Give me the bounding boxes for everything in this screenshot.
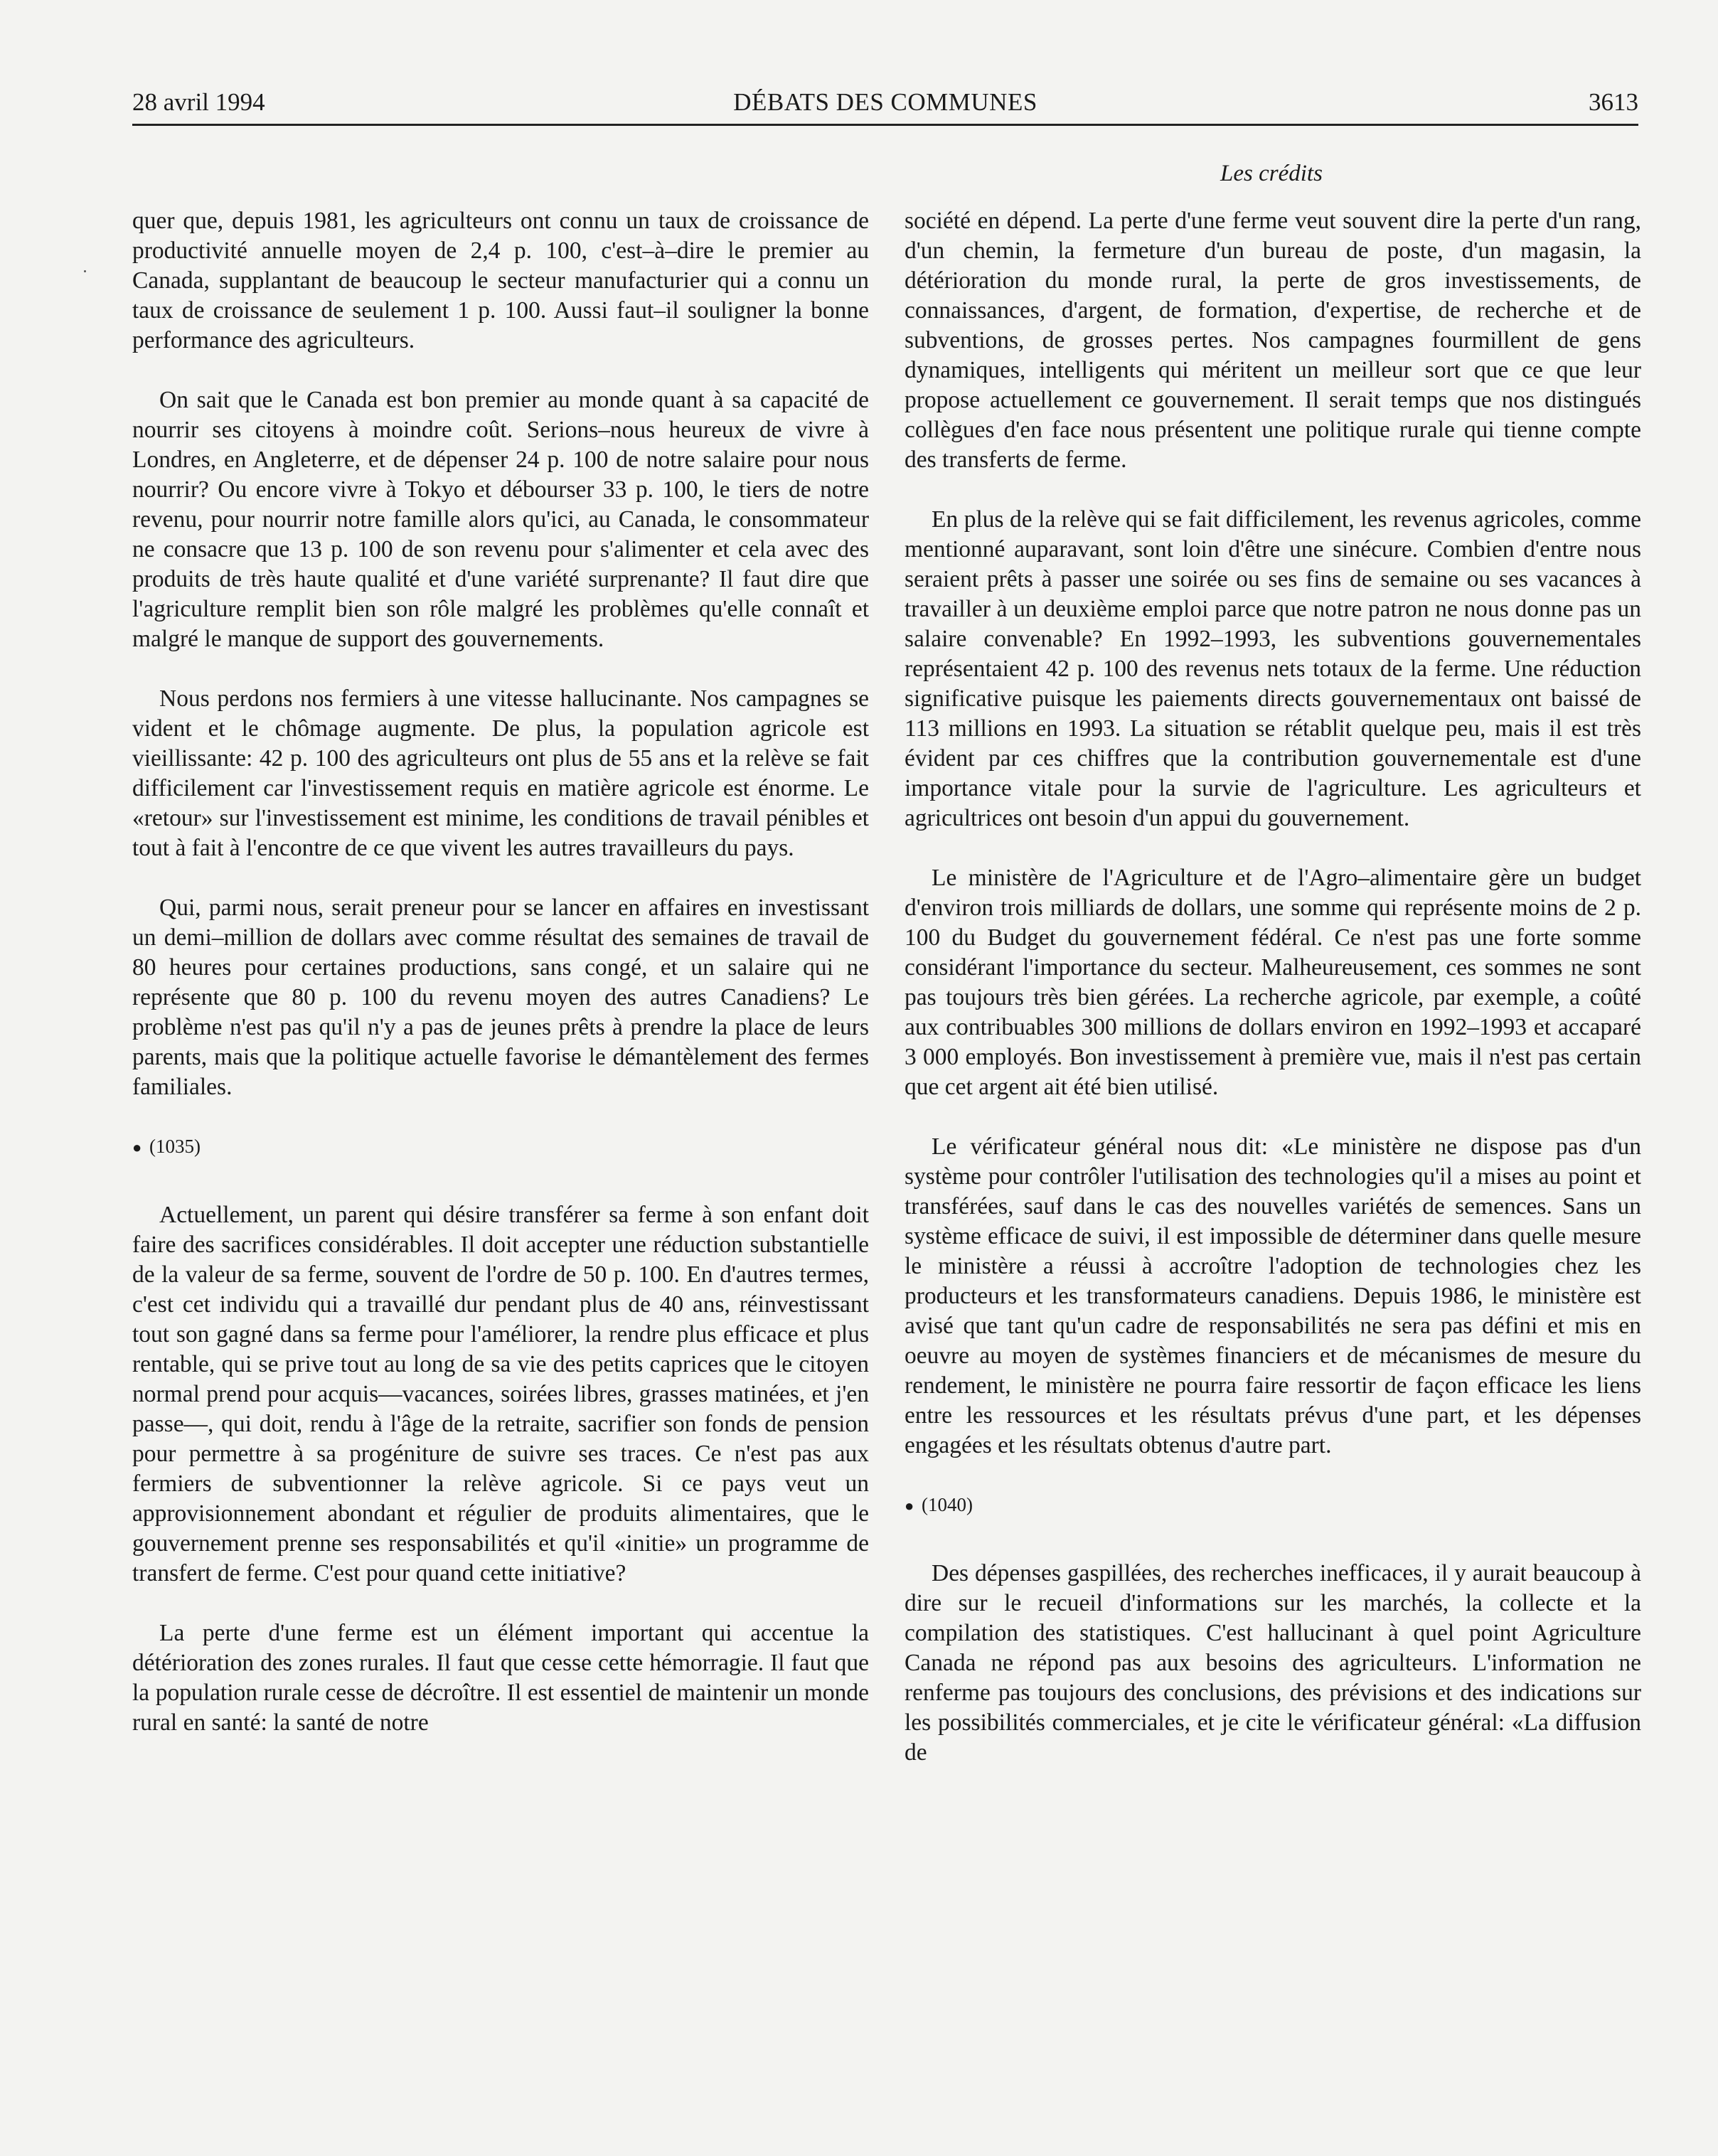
paragraph: Des dépenses gaspillées, des recherches inefficaces, il y aurait beaucoup à dire sur le recueil d'informations sur les marchés, la collecte et la compilation des statistiques. C'est hallucinant à quel point Agriculture Canada ne répond pas aux besoins des agriculteurs. L'information ne renferme pas toujours des conclusions, des prévisions et des indications sur les possibilités commerciales, et je cite le vérificateur général: «La diffusion de xyxy=(905,1560,1641,1766)
time-marker xyxy=(905,1490,1641,1520)
paragraph: quer que, depuis 1981, les agriculteurs ont connu un taux de croissance de productivité annuelle moyen de 2,4 p. 100, c'est–à–dire le premier au Canada, supplantant de beaucoup le secteur manufacturier qui a connu un taux de croissance de seulement 1 p. 100. Aussi faut–il souligner la bonne performance des agriculteurs. xyxy=(132,208,869,353)
bullet-icon: ● xyxy=(905,1497,914,1515)
paragraph: société en dépend. La perte d'une ferme veut souvent dire la perte d'un rang, d'un chemin, la fermeture d'un bureau de poste, d'un magasin, la détérioration du monde rural, la perte de gros investissements, de connaissances, d'argent, de formation, d'expertise, de recherche et de subventions, de grosses pertes. Nos campagnes fourmillent de gens dynamiques, intelligents qui méritent un meilleur sort que ce que leur propose actuellement ce gouvernement. Il serait temps que nos distingués collègues d'en face nous présentent une politique rurale qui tienne compte des transferts de ferme. xyxy=(905,208,1641,473)
scan-speck xyxy=(84,270,86,272)
bullet-icon: ● xyxy=(132,1138,142,1156)
right-column xyxy=(905,206,1641,2027)
paragraph: Nous perdons nos fermiers à une vitesse hallucinante. Nos campagnes se vident et le chômage augmente. De plus, la population agricole est vieillissante: 42 p. 100 des agriculteurs ont plus de 55 ans et la relève se fait difficilement car l'investissement requis en matière agricole est énorme. Le «retour» sur l'investissement est minime, les conditions de travail pénibles et tout à fait à l'encontre de ce que vivent les autres travailleurs du pays. xyxy=(132,685,869,861)
header-rule xyxy=(132,124,1638,126)
header-title: DÉBATS DES COMMUNES xyxy=(733,88,1037,116)
running-head: Les crédits xyxy=(1220,161,1323,186)
left-column xyxy=(132,206,869,2027)
page-header xyxy=(132,85,1638,119)
time-marker xyxy=(132,1132,869,1162)
time-marker-label: (1040) xyxy=(922,1494,973,1515)
paragraph: La perte d'une ferme est un élément important qui accentue la détérioration des zones rurales. Il faut que cesse cette hémorragie. Il faut que la population rurale cesse de décroître. Il est essentiel de maintenir un monde rural en santé: la santé de notre xyxy=(132,1620,869,1736)
paragraph: Actuellement, un parent qui désire transférer sa ferme à son enfant doit faire des sacrifices considérables. Il doit accepter une réduction substantielle de la valeur de sa ferme, souvent de l'ordre de 50 p. 100. En d'autres termes, c'est cet individu qui a travaillé dur pendant plus de 40 ans, réinvestissant tout son gagné dans sa ferme pour l'améliorer, la rendre plus efficace et plus rentable, qui se prive tout au long de sa vie des petits caprices que le citoyen normal prend pour acquis—vacances, soirées libres, grasses matinées, et j'en passe—, qui doit, rendu à l'âge de la retraite, sacrifier son fonds de pension pour permettre à sa progéniture de suivre ses traces. Ce n'est pas aux fermiers de subventionner la relève agricole. Si ce pays veut un approvisionnement abondant et régulier de produits alimentaires, que le gouvernement prenne ses responsabilités et qu'il «initie» un programme de transfert de ferme. C'est pour quand cette initiative? xyxy=(132,1202,869,1586)
paragraph: Qui, parmi nous, serait preneur pour se lancer en affaires en investissant un demi–million de dollars avec comme résultat des semaines de travail de 80 heures pour certaines productions, sans congé, et un salaire qui ne représente que 80 p. 100 du revenu moyen des autres Canadiens? Le problème n'est pas qu'il n'y a pas de jeunes prêts à prendre la place de leurs parents, mais que la politique actuelle favorise le démantèlement des fermes familiales. xyxy=(132,895,869,1100)
page-number: 3613 xyxy=(1589,88,1638,116)
paragraph: On sait que le Canada est bon premier au monde quant à sa capacité de nourrir ses citoyens à moindre coût. Serions–nous heureux de vivre à Londres, en Angleterre, et de dépenser 24 p. 100 de notre salaire pour nous nourrir? Ou encore vivre à Tokyo et débourser 33 p. 100, le tiers de notre revenu, pour nourrir notre famille alors qu'ici, au Canada, le consommateur ne consacre que 13 p. 100 de son revenu pour s'alimenter et cela avec des produits de très haute qualité et d'une variété surprenante? Il faut dire que l'agriculture remplit bien son rôle malgré les problèmes qu'elle connaît et malgré le manque de support des gouvernements. xyxy=(132,387,869,652)
time-marker-label: (1035) xyxy=(149,1136,201,1157)
paragraph: En plus de la relève qui se fait difficilement, les revenus agricoles, comme mentionné auparavant, sont loin d'être une sinécure. Combien d'entre nous seraient prêts à passer une soirée ou ses fins de semaine ou ses vacances à travailler à un deuxième emploi parce que notre patron ne nous donne pas un salaire convenable? En 1992–1993, les subventions gouvernementales représentaient 42 p. 100 des revenus nets totaux de la ferme. Une réduction significative puisque les paiements directs gouvernementaux ont baissé de 113 millions en 1993. La situation se rétablit quelque peu, mais il est très évident par ces chiffres que la contribution gouvernementale est d'une importance vitale pour la survie de l'agriculture. Les agriculteurs et agricultrices ont besoin d'un appui du gouvernement. xyxy=(905,506,1641,831)
header-date: 28 avril 1994 xyxy=(132,88,265,116)
paragraph: Le ministère de l'Agriculture et de l'Agro–alimentaire gère un budget d'environ trois milliards de dollars, une somme qui représente moins de 2 p. 100 du Budget du gouvernement fédéral. Ce n'est pas une forte somme considérant l'importance du secteur. Malheureusement, ces sommes ne sont pas toujours très bien gérées. La recherche agricole, par exemple, a coûté aux contribuables 300 millions de dollars environ en 1992–1993 et accaparé 3 000 employés. Bon investissement à première vue, mais il n'est pas certain que cet argent ait été bien utilisé. xyxy=(905,865,1641,1100)
paragraph: Le vérificateur général nous dit: «Le ministère ne dispose pas d'un système pour contrôler l'utilisation des technologies qu'il a mises au point et transférées, sauf dans le cas des nouvelles variétés de semences. Sans un système efficace de suivi, il est impossible de déterminer dans quelle mesure le ministère a réussi à accroître l'adoption de technologies chez les producteurs et les transformateurs canadiens. Depuis 1986, le ministère est avisé que tant qu'un cadre de responsabilités ne sera pas défini et mis en oeuvre au moyen de systèmes financiers et de mécanismes de mesure du rendement, le ministère ne pourra faire ressortir de façon efficace les liens entre les ressources et les résultats prévus d'une part, et les dépenses engagées et les résultats obtenus d'autre part. xyxy=(905,1133,1641,1458)
